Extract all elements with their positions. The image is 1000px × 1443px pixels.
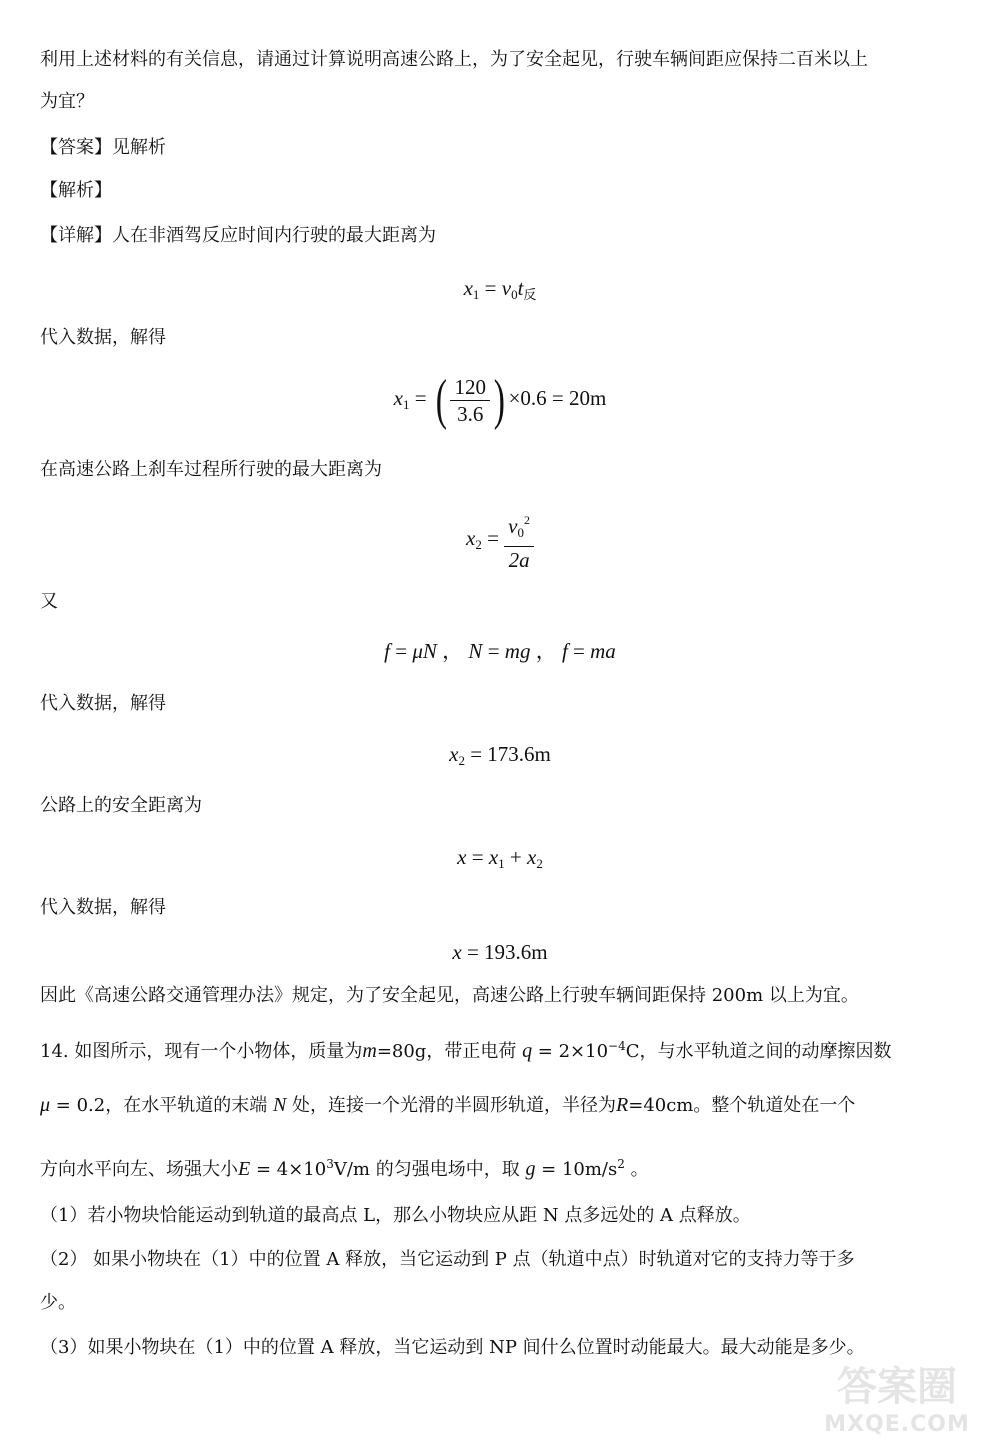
equation-forces: f = μN ， N = mg ， f = ma — [384, 639, 616, 663]
conclusion-line: 因此《高速公路交通管理办法》规定，为了安全起见，高速公路上行驶车辆间距保持 200m 以上为宜。 — [40, 985, 859, 1006]
answer-label: 【答案】见解析 — [40, 137, 166, 158]
q14-line-2: μ = 0.2，在水平轨道的末端 N 处，连接一个光滑的半圆形轨道，半径为R=40cm。整个轨道处在一个 — [40, 1094, 856, 1116]
intro-line-2: 为宜？ — [40, 91, 94, 112]
equation-reaction-value: $x_1$ = ( $\frac{120}{3.6}$ ) ×0.6 = 20m — [393, 369, 607, 431]
detail-line: 【详解】人在非酒驾反应时间内行驶的最大距离为 — [40, 225, 436, 246]
again-label: 又 — [40, 591, 58, 612]
watermark-cn: 答案圈 — [837, 1364, 957, 1410]
q14-line-1: 14. 如图所示，现有一个小物体，质量为m=80g，带正电荷 $q = 2\times 10^{-4}C$，与水平轨道之间的动摩擦因数 — [40, 1039, 892, 1062]
substitute-line-2: 代入数据，解得 — [40, 693, 166, 714]
brake-line: 在高速公路上刹车过程所行驶的最大距离为 — [40, 459, 382, 480]
equation-safe-distance: $x = x_1 + x_2$ — [457, 845, 543, 871]
q14-line-3: 方向水平向左、场强大小$E = 4\times 10^3V/m$ 的匀强电场中，取 $g = 10m/s^2$ 。 — [40, 1157, 649, 1180]
analysis-label: 【解析】 — [40, 180, 112, 201]
q14-part-2-line-2: 少。 — [40, 1292, 76, 1313]
equation-brake-value: $x_2 = 173.6m$ — [449, 742, 551, 768]
safe-distance-line: 公路上的安全距离为 — [40, 795, 202, 816]
substitute-line-1: 代入数据，解得 — [40, 327, 166, 348]
equation-brake-distance: $x_2$ = $\frac{v_0^2}{2a}$ — [0, 507, 1000, 573]
equation-safe-value: x = 193.6m — [452, 940, 548, 964]
q14-part-3: （3）如果小物块在（1）中的位置 A 释放，当它运动到 NP 间什么位置时动能最大。最大动能是多少。 — [40, 1337, 865, 1358]
watermark-en: MXQE.COM — [824, 1412, 970, 1437]
intro-line-1: 利用上述材料的有关信息，请通过计算说明高速公路上，为了安全起见，行驶车辆间距应保持二百米以上 — [40, 49, 868, 70]
equation-reaction-distance: $x_1 = v_0t_反$ — [463, 276, 537, 302]
substitute-line-3: 代入数据，解得 — [40, 897, 166, 918]
q14-part-2-line-1: （2） 如果小物块在（1）中的位置 A 释放，当它运动到 P 点（轨道中点）时轨道对它的支持力等于多 — [40, 1249, 855, 1270]
watermark-logo — [812, 1355, 982, 1439]
q14-part-1: （1）若小物块恰能运动到轨道的最高点 L，那么小物块应从距 N 点多远处的 A 点释放。 — [40, 1205, 751, 1226]
